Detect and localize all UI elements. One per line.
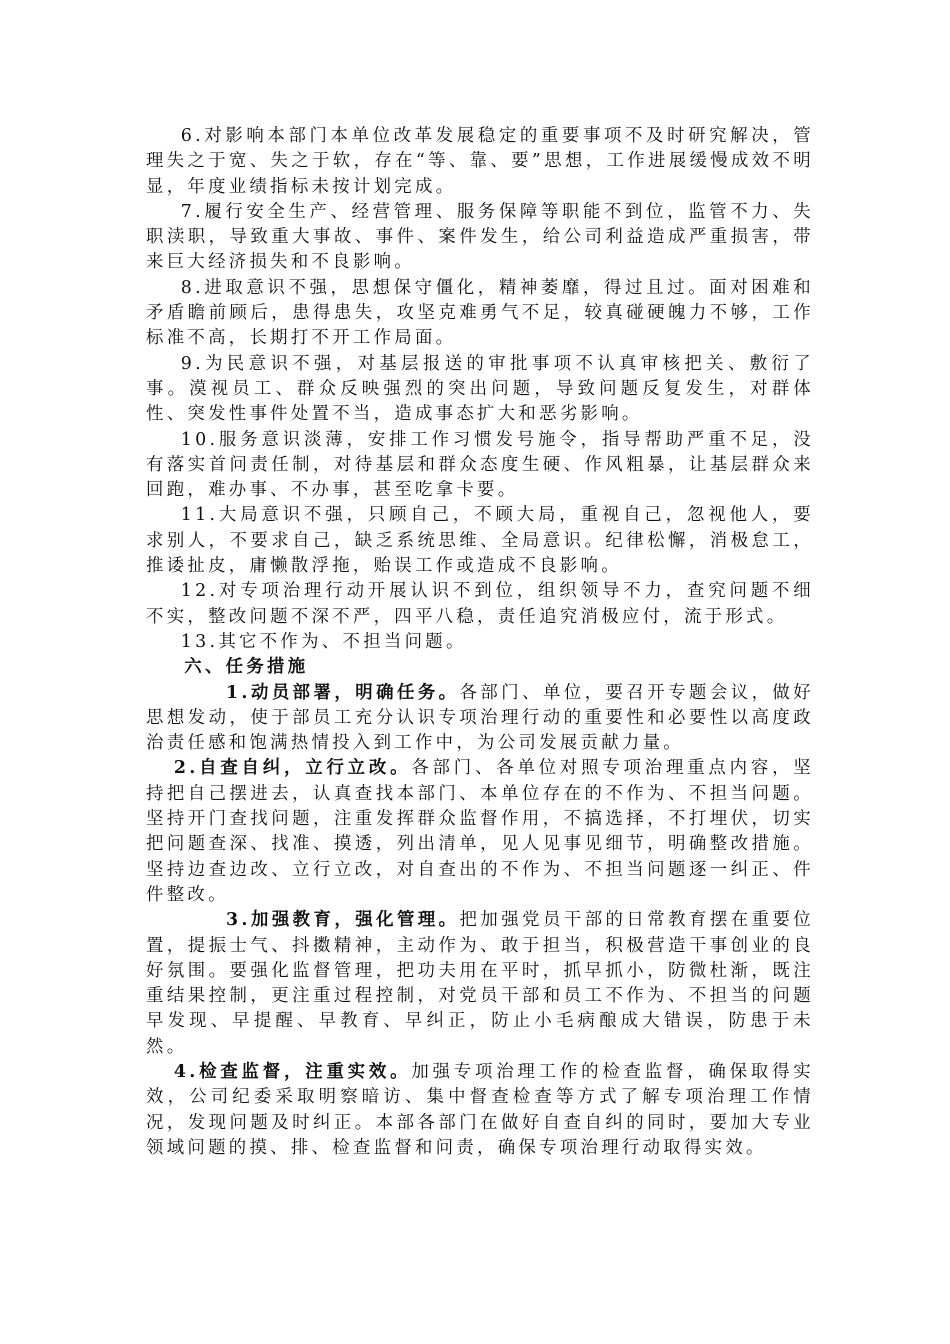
list-item-9: 9.为民意识不强，对基层报送的审批事项不认真审核把关、敷衍了事。漠视员工、群众反映强烈的突出问题，导致问题反复发生，对群体性、突发性事件处置不当，造成事态扩大和恶劣影响。	[146, 353, 814, 425]
list-item-6: 6.对影响本部门本单位改革发展稳定的重要事项不及时研究解决，管理失之于宽、失之于软，存在“等、靠、要”思想，工作进展缓慢成效不明显，年度业绩指标未按计划完成。	[146, 126, 814, 197]
list-item-13: 13.其它不作为、不担当问题。	[180, 631, 467, 652]
list-item-10: 10.服务意识淡薄，安排工作习惯发号施令，指导帮助严重不足，没有落实首问责任制，对待基层和群众态度生硬、作风粗暴，让基层群众来回跑，难办事、不办事，甚至吃拿卡要。	[146, 429, 814, 501]
measure-4-text: 加强专项治理工作的检查监督，确保取得实效，公司纪委采取明察暗访、集中督查检查等方式了解专项治理工作情况，发现问题及时纠正。本部各部门在做好自查自纠的同时，要加大专业领域问题的摸、排、检查监督和问责，确保专项治理行动取得实效。	[146, 1061, 814, 1158]
list-item-8: 8.进取意识不强，思想保守僵化，精神萎靡，得过且过。面对困难和矛盾瞻前顾后，患得患失，攻坚克难勇气不足，较真碰硬魄力不够，工作标准不高，长期打不开工作局面。	[146, 277, 814, 349]
measure-3-text: 把加强党员干部的日常教育摆在重要位置，提振士气、抖擞精神，主动作为、敢于担当，积极营造干事创业的良好氛围。要强化监督管理，把功夫用在平时，抓早抓小，防微杜渐，既注重结果控制，更注重过程控制，对党员干部和员工不作为、不担当的问题早发现、早提醒、早教育、早纠正，防止小毛病酿成大错误，防患于未然。	[146, 910, 814, 1057]
measure-3	[146, 908, 814, 1060]
measure-4-lead: 4.检查监督，注重实效。	[173, 1061, 412, 1082]
document-page	[146, 124, 814, 1161]
measure-4	[146, 1060, 814, 1161]
measure-2-text: 各部门、各单位对照专项治理重点内容，坚持把自己摆进去，认真查找本部门、本单位存在的不作为、不担当问题。坚持开门查找问题，注重发挥群众监督作用，不搞选择，不打埋伏，切实把问题查深、找准、摸透，列出清单，见人见事见细节，明确整改措施。坚持边查边改、立行立改，对自查出的不作为、不担当问题逐一纠正、件件整改。	[146, 758, 814, 905]
measure-3-lead: 3.加强教育，强化管理。	[226, 910, 460, 931]
list-item-11: 11.大局意识不强，只顾自己，不顾大局，重视自己，忽视他人，要求别人，不要求自己，缺乏系统思维、全局意识。纪律松懈，消极怠工，推诿扯皮，庸懒散浮拖，贻误工作或造成不良影响。	[146, 505, 814, 577]
list-item-7: 7.履行安全生产、经营管理、服务保障等职能不到位，监管不力、失职渎职，导致重大事故、事件、案件发生，给公司利益造成严重损害，带来巨大经济损失和不良影响。	[146, 201, 814, 273]
section-heading: 六、任务措施	[184, 657, 309, 678]
measure-1-lead: 1.动员部署，明确任务。	[226, 682, 460, 703]
list-item-12: 12.对专项治理行动开展认识不到位，组织领导不力，查究问题不细不实，整改问题不深不严，四平八稳，责任追究消极应付，流于形式。	[146, 581, 814, 627]
measure-2-lead: 2.自查自纠，立行立改。	[173, 758, 412, 779]
measure-1-text: 各部门、单位，要召开专题会议，做好思想发动，使于部员工充分认识专项治理行动的重要性和必要性以高度政治责任感和饱满热情投入到工作中，为公司发展贡献力量。	[146, 682, 814, 754]
measure-1	[146, 681, 814, 757]
measure-2	[146, 756, 814, 908]
